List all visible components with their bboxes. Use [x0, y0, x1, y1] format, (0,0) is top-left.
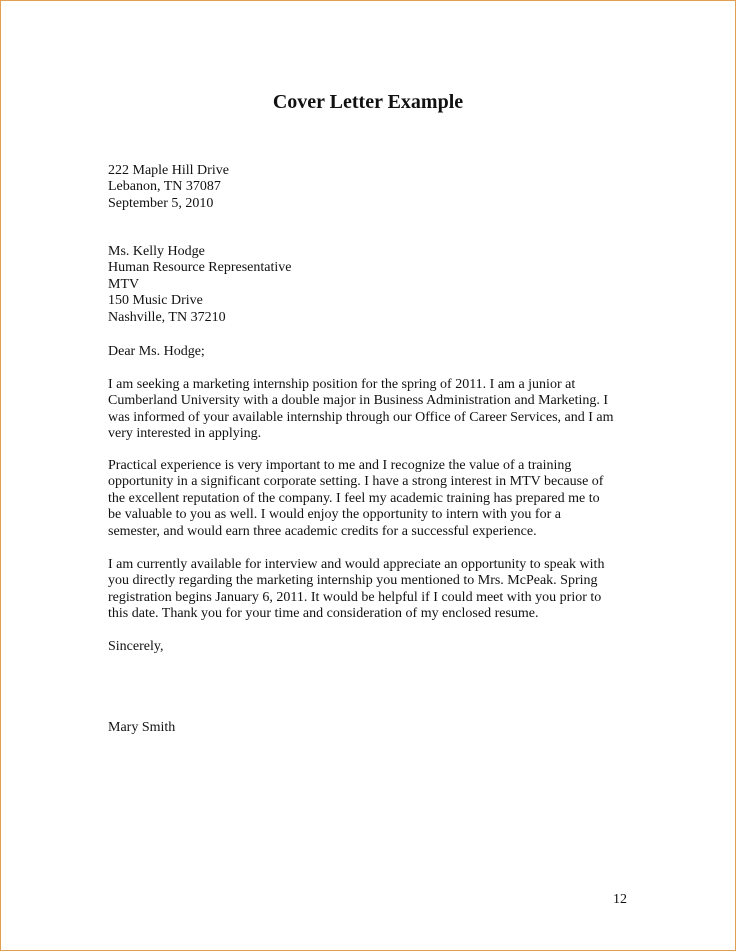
body-paragraph [108, 557, 604, 623]
paragraph-line: was informed of your available internship through our Office of Career Services, and I am [108, 409, 614, 425]
paragraph-line: I am seeking a marketing internship position for the spring of 2011. I am a junior at [108, 377, 576, 392]
paragraph-line: the excellent reputation of the company. I feel my academic training has prepared me to [108, 490, 600, 506]
recipient-company: MTV [108, 276, 140, 292]
recipient-street: 150 Music Drive [108, 293, 203, 309]
closing: Sincerely, [108, 639, 164, 654]
paragraph-line: semester, and would earn three academic credits for a successful experience. [108, 523, 537, 539]
sender-address [108, 163, 229, 212]
paragraph-line: I am currently available for interview and would appreciate an opportunity to speak with [108, 557, 605, 572]
sender-street: 222 Maple Hill Drive [108, 163, 229, 178]
recipient-city: Nashville, TN 37210 [108, 309, 226, 325]
recipient-role: Human Resource Representative [108, 260, 292, 276]
recipient-address [108, 244, 292, 326]
signature-name: Mary Smith [108, 720, 176, 735]
salutation: Dear Ms. Hodge; [108, 344, 205, 359]
paragraph-line: you directly regarding the marketing internship you mentioned to Mrs. McPeak. Spring [108, 573, 598, 589]
paragraph-line: this date. Thank you for your time and consideration of my enclosed resume. [108, 606, 539, 622]
paragraph-line: be valuable to you as well. I would enjoy the opportunity to intern with you for a [108, 507, 561, 523]
document-title: Cover Letter Example [272, 91, 464, 113]
body-paragraph [108, 377, 614, 443]
recipient-name: Ms. Kelly Hodge [108, 244, 205, 259]
paragraph-line: very interested in applying. [108, 426, 262, 442]
paragraph-line: opportunity in a significant corporate setting. I have a strong interest in MTV because of [108, 474, 604, 490]
paragraph-line: registration begins January 6, 2011. It would be helpful if I could meet with you prior to [108, 589, 602, 605]
paragraph-line: Cumberland University with a double major in Business Administration and Marketing. I [108, 393, 609, 409]
page-number: 12 [613, 892, 627, 907]
paragraph-line: Practical experience is very important to me and I recognize the value of a training [108, 458, 572, 473]
body-paragraph [108, 458, 603, 540]
sender-city: Lebanon, TN 37087 [108, 179, 221, 195]
letter-date: September 5, 2010 [108, 195, 214, 211]
